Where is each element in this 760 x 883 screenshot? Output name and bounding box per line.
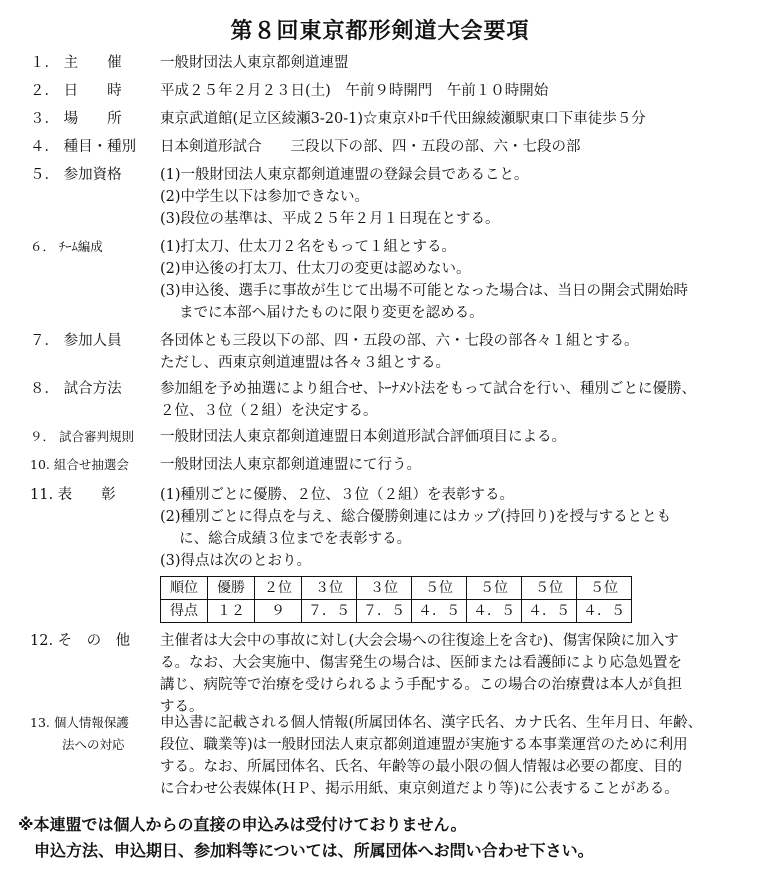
table-cell: ５位 bbox=[412, 577, 467, 600]
page-title: 第８回東京都形剣道大会要項 bbox=[230, 19, 530, 44]
item-body bbox=[160, 108, 740, 130]
item-line: (3)得点は次のとおり。 bbox=[160, 553, 312, 569]
table-cell: ７．５ bbox=[357, 600, 412, 623]
table-cell: ７．５ bbox=[302, 600, 357, 623]
item-line: する。なお、所属団体名、氏名、年齢等の最小限の個人情報は必要の都度、目的 bbox=[160, 759, 682, 775]
item-line: 一般財団法人東京都剣道連盟 bbox=[160, 55, 349, 71]
notice-line-1: ※本連盟では個人からの直接の申込みは受付けておりません。 bbox=[18, 815, 467, 834]
item-line: る。なお、大会実施中、傷害発生の場合は、医師または看護師により応急処置を bbox=[160, 655, 682, 671]
item-body bbox=[160, 164, 740, 230]
notice-line-2: 申込方法、申込期日、参加料等については、所属団体へお問い合わせ下さい。 bbox=[18, 841, 594, 860]
table-cell: １２ bbox=[208, 600, 255, 623]
item-line: する。 bbox=[160, 699, 204, 715]
item-body bbox=[160, 52, 740, 74]
item-label: 12. そ の 他 bbox=[30, 633, 131, 649]
table-cell: 順位 bbox=[161, 577, 208, 600]
item-body bbox=[160, 712, 740, 800]
item-line: (1)打太刀、仕太刀２名をもって１組とする。 bbox=[160, 239, 457, 255]
item-line: 東京武道館(足立区綾瀬3-20-1)☆東京ﾒﾄﾛ千代田線綾瀬駅東口下車徒歩５分 bbox=[160, 111, 646, 127]
item-line: までに本部へ届けたものに限り変更を認める。 bbox=[160, 305, 484, 321]
table-cell: ３位 bbox=[357, 577, 412, 600]
table-cell: ３位 bbox=[302, 577, 357, 600]
item-line: (2)中学生以下は参加できない。 bbox=[160, 189, 370, 205]
item-label: ５． 参加資格 bbox=[30, 167, 122, 183]
item-line: (1)種別ごとに優勝、２位、３位（２組）を表彰する。 bbox=[160, 487, 515, 503]
table-cell: ４．５ bbox=[412, 600, 467, 623]
item-body bbox=[160, 484, 740, 623]
item-label: ２． 日 時 bbox=[30, 83, 122, 99]
item-line: (1)一般財団法人東京都剣道連盟の登録会員であること。 bbox=[160, 167, 529, 183]
item-body bbox=[160, 136, 740, 158]
item-line: 一般財団法人東京都剣道連盟日本剣道形試合評価項目による。 bbox=[160, 429, 566, 445]
table-cell: ９ bbox=[255, 600, 302, 623]
item-body bbox=[160, 236, 740, 324]
table-cell: 得点 bbox=[161, 600, 208, 623]
item-body bbox=[160, 330, 740, 374]
item-label: ３． 場 所 bbox=[30, 111, 122, 127]
item-line: 段位、職業等)は一般財団法人東京都剣道連盟が実施する本事業運営のために利用 bbox=[160, 737, 688, 753]
item-body bbox=[160, 378, 740, 422]
item-line: 一般財団法人東京都剣道連盟にて行う。 bbox=[160, 457, 421, 473]
item-line: 講じ、病院等で治療を受けられるよう手配する。この場合の治療費は本人が負担 bbox=[160, 677, 682, 693]
table-cell: 優勝 bbox=[208, 577, 255, 600]
item-line: に合わせ公表媒体(ＨＰ、掲示用紙、東京剣道だより等)に公表することがある。 bbox=[160, 781, 679, 797]
table-cell: ２位 bbox=[255, 577, 302, 600]
item-label: 10. 組合せ抽選会 bbox=[30, 457, 129, 472]
item-line: 主催者は大会中の事故に対し(大会会場への往復途上を含む)、傷害保険に加入す bbox=[160, 633, 679, 649]
item-body bbox=[160, 630, 740, 718]
table-cell: ４．５ bbox=[522, 600, 577, 623]
item-body bbox=[160, 426, 740, 448]
item-line: 日本剣道形試合 三段以下の部、四・五段の部、六・七段の部 bbox=[160, 139, 581, 155]
item-label: 13. 個人情報保護 法への対応 bbox=[30, 715, 129, 752]
points-table bbox=[160, 576, 632, 623]
item-line: に、総合成績３位までを表彰する。 bbox=[160, 531, 412, 547]
item-line: (3)段位の基準は、平成２５年２月１日現在とする。 bbox=[160, 211, 500, 227]
table-cell: ５位 bbox=[522, 577, 577, 600]
item-body bbox=[160, 454, 740, 476]
item-label: ６． ﾁｰﾑ編成 bbox=[30, 239, 103, 254]
table-cell: ４．５ bbox=[577, 600, 632, 623]
item-line: 申込書に記載される個人情報(所属団体名、漢字氏名、カナ氏名、生年月日、年齢、 bbox=[160, 715, 703, 731]
table-row bbox=[161, 577, 632, 600]
item-line: 参加組を予め抽選により組合せ、ﾄｰﾅﾒﾝﾄ法をもって試合を行い、種別ごとに優勝、 bbox=[160, 381, 697, 397]
item-label: １． 主 催 bbox=[30, 55, 122, 71]
item-line: (3)申込後、選手に事故が生じて出場不可能となった場合は、当日の開会式開始時 bbox=[160, 283, 689, 299]
table-cell: ５位 bbox=[577, 577, 632, 600]
item-label: ４． 種目・種別 bbox=[30, 139, 137, 155]
item-line: ２位、３位（２組）を決定する。 bbox=[160, 403, 378, 419]
item-line: (2)種別ごとに得点を与え、総合優勝剣連にはカップ(持回り)を授与するととも bbox=[160, 509, 672, 525]
item-line: 各団体とも三段以下の部、四・五段の部、六・七段の部各々１組とする。 bbox=[160, 333, 639, 349]
item-line: ただし、西東京剣道連盟は各々３組とする。 bbox=[160, 355, 450, 371]
table-row bbox=[161, 600, 632, 623]
item-line: (2)申込後の打太刀、仕太刀の変更は認めない。 bbox=[160, 261, 471, 277]
item-label: ７． 参加人員 bbox=[30, 333, 122, 349]
item-line: 平成２５年２月２３日(土) 午前９時開門 午前１０時開始 bbox=[160, 83, 549, 99]
table-cell: ４．５ bbox=[467, 600, 522, 623]
table-cell: ５位 bbox=[467, 577, 522, 600]
item-label: 11. 表 彰 bbox=[30, 487, 116, 503]
item-label: ８． 試合方法 bbox=[30, 381, 122, 397]
item-body bbox=[160, 80, 740, 102]
item-label: ９． 試合審判規則 bbox=[30, 429, 134, 444]
